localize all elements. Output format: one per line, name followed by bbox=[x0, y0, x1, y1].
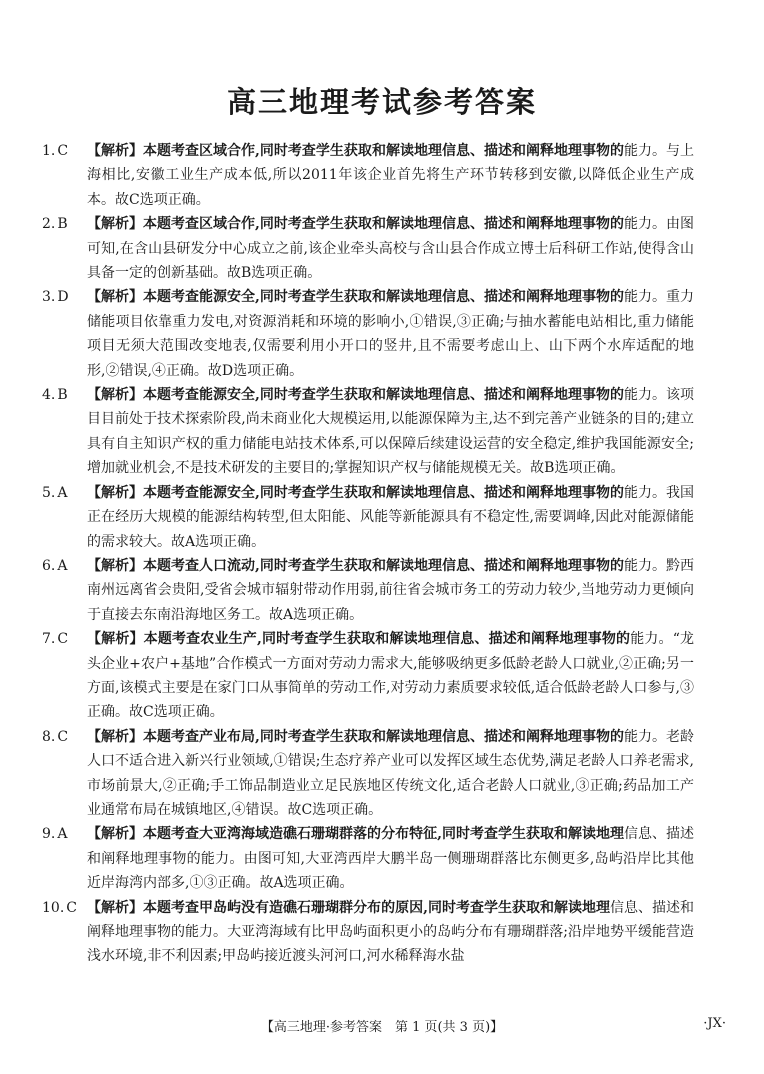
answer-item-4 bbox=[0, 383, 764, 481]
footer-page-info: 【高三地理·参考答案 第 1 页(共 3 页)】 bbox=[260, 1020, 504, 1035]
answer-item-5 bbox=[0, 481, 764, 554]
item-number: 3. bbox=[42, 289, 56, 306]
item-answer: A bbox=[57, 484, 68, 501]
answer-item-8 bbox=[0, 725, 764, 823]
analysis-label: 【解析】 bbox=[87, 728, 144, 745]
item-explanation: 能力。黔西南州远离省会贵阳,受省会城市辐射带动作用弱,前往省会城市务工的劳动力较少,当地劳动力更倾向于直接去东南沿海地区务工。故A选项正确。 bbox=[87, 557, 695, 623]
analysis-label: 【解析】 bbox=[87, 387, 144, 404]
item-explanation: 信息、描述和阐释地理事物的能力。大亚湾海域有比甲岛屿面积更小的岛屿分布有珊瑚群落;沿岸地势平缓能营造浅水环境,非不利因素;甲岛屿接近渡头河河口,河水稀释海水盐 bbox=[87, 899, 695, 965]
item-explanation: 能力。“龙头企业+农户+基地”合作模式一方面对劳动力需求大,能够吸纳更多低龄老龄人口就业,②正确;另一方面,该模式主要是在家门口从事简单的劳动工作,对劳动力素质要求较低,适合低龄老龄人口参与,③正确。故C选项正确。 bbox=[87, 631, 695, 721]
item-number: 6. bbox=[42, 557, 56, 574]
page-title: 高三地理考试参考答案 bbox=[226, 85, 537, 119]
analysis-label: 【解析】 bbox=[87, 631, 144, 648]
item-number: 5. bbox=[42, 484, 56, 501]
answer-item-3 bbox=[0, 285, 764, 383]
item-explanation: 能力。老龄人口不适合进入新兴行业领域,①错误;生态疗养产业可以发挥区域生态优势,满足老龄人口养老需求,市场前景大,②正确;手工饰品制造业立足民族地区传统文化,适合老龄人口就业,③正确;药品加工产业通常布局在城镇地区,④错误。故C选项正确。 bbox=[87, 728, 695, 818]
answer-item-6 bbox=[0, 554, 764, 627]
analysis-label: 【解析】 bbox=[87, 216, 144, 233]
item-explanation: 能力。我国正在经历大规模的能源结构转型,但太阳能、风能等新能源具有不稳定性,需要调峰,因此对能源储能的需求较大。故A选项正确。 bbox=[87, 484, 695, 550]
item-answer: B bbox=[57, 216, 68, 233]
answer-item-1 bbox=[0, 139, 764, 212]
item-explanation: 能力。重力储能项目依靠重力发电,对资源消耗和环境的影响小,①错误,③正确;与抽水蓄能电站相比,重力储能项目无须大范围改变地表,仅需要利用小开口的竖井,且不需要考虑山上、山下两个水库适配的地形,②错误,④正确。故D选项正确。 bbox=[87, 289, 695, 379]
page-footer bbox=[0, 1016, 764, 1036]
item-topic: 本题考查能源安全,同时考查学生获取和解读地理信息、描述和阐释地理事物的 bbox=[143, 387, 624, 404]
item-answer: C bbox=[66, 899, 77, 916]
item-answer: A bbox=[57, 826, 68, 843]
item-answer: B bbox=[57, 387, 68, 404]
answer-item-9 bbox=[0, 822, 764, 895]
item-number: 9. bbox=[42, 826, 56, 843]
item-answer: D bbox=[57, 289, 69, 306]
analysis-label: 【解析】 bbox=[87, 484, 144, 501]
footer-code: ·JX· bbox=[703, 1016, 726, 1031]
analysis-label: 【解析】 bbox=[87, 826, 144, 843]
item-answer: C bbox=[57, 631, 69, 648]
analysis-label: 【解析】 bbox=[87, 289, 144, 306]
analysis-label: 【解析】 bbox=[87, 557, 144, 574]
item-number: 8. bbox=[42, 728, 56, 745]
item-topic: 本题考查区域合作,同时考查学生获取和解读地理信息、描述和阐释地理事物的 bbox=[143, 216, 624, 233]
item-explanation: 能力。由图可知,在含山县研发分中心成立之前,该企业牵头高校与含山县合作成立博士后科研工作站,使得含山具备一定的创新基础。故B选项正确。 bbox=[87, 216, 695, 282]
answer-item-10 bbox=[0, 896, 764, 969]
item-number: 7. bbox=[42, 631, 56, 648]
item-number: 1. bbox=[42, 143, 56, 159]
item-explanation: 能力。与上海相比,安徽工业生产成本低,所以2011年该企业首先将生产环节转移到安徽,以降低企业生产成本。故C选项正确。 bbox=[87, 143, 695, 208]
item-answer: C bbox=[57, 728, 69, 745]
item-topic: 本题考查甲岛屿没有造礁石珊瑚群分布的原因,同时考查学生获取和解读地理 bbox=[143, 899, 610, 916]
item-topic: 本题考查区域合作,同时考查学生获取和解读地理信息、描述和阐释地理事物的 bbox=[143, 143, 624, 159]
item-answer: A bbox=[57, 557, 68, 574]
answer-item-2 bbox=[0, 212, 764, 285]
item-number: 10. bbox=[42, 899, 65, 916]
item-number: 2. bbox=[42, 216, 56, 233]
answer-item-7 bbox=[0, 627, 764, 725]
item-topic: 本题考查大亚湾海域造礁石珊瑚群落的分布特征,同时考查学生获取和解读地理 bbox=[143, 826, 624, 843]
item-topic: 本题考查能源安全,同时考查学生获取和解读地理信息、描述和阐释地理事物的 bbox=[143, 484, 624, 501]
item-answer: C bbox=[57, 143, 69, 159]
item-explanation: 信息、描述和阐释地理事物的能力。由图可知,大亚湾西岸大鹏半岛一侧珊瑚群落比东侧更多,岛屿沿岸比其他近岸海湾内部多,①③正确。故A选项正确。 bbox=[87, 826, 695, 892]
item-explanation: 能力。该项目目前处于技术探索阶段,尚未商业化大规模运用,以能源保障为主,达不到完善产业链条的目的;建立具有自主知识产权的重力储能电站技术体系,可以保障后续建设运营的安全稳定,维护我国能源安全;增加就业机会,不是技术研发的主要目的;掌握知识产权与储能规模无关。故B选项正确。 bbox=[87, 387, 695, 477]
item-topic: 本题考查人口流动,同时考查学生获取和解读地理信息、描述和阐释地理事物的 bbox=[143, 557, 624, 574]
answer-list bbox=[0, 139, 764, 969]
item-topic: 本题考查农业生产,同时考查学生获取和解读地理信息、描述和阐释地理事物的 bbox=[143, 631, 631, 648]
item-topic: 本题考查能源安全,同时考查学生获取和解读地理信息、描述和阐释地理事物的 bbox=[143, 289, 624, 306]
analysis-label: 【解析】 bbox=[87, 899, 144, 916]
item-number: 4. bbox=[42, 387, 56, 404]
analysis-label: 【解析】 bbox=[87, 143, 144, 159]
item-topic: 本题考查产业布局,同时考查学生获取和解读地理信息、描述和阐释地理事物的 bbox=[143, 728, 624, 745]
